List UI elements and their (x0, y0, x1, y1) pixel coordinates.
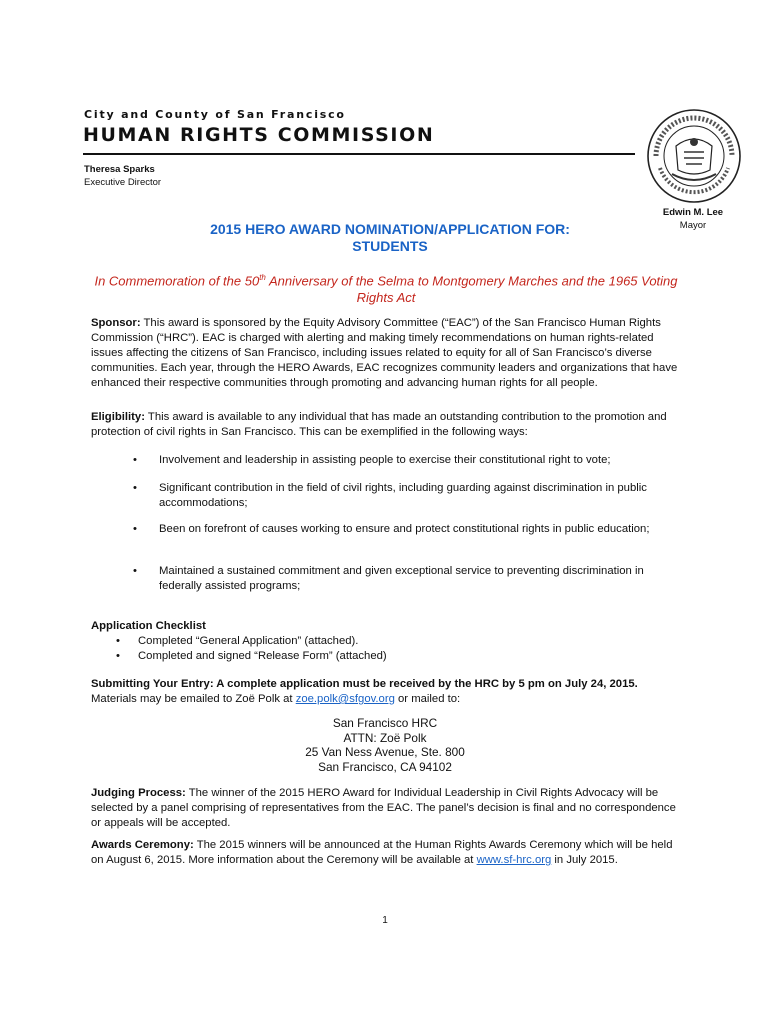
commission-heading: HUMAN RIGHTS COMMISSION (83, 124, 435, 146)
checklist-heading: Application Checklist (91, 620, 206, 632)
eligibility-paragraph (91, 410, 681, 440)
ceremony-text: The 2015 winners will be announced at the Human Rights Awards Ceremony which will be held on August 6, 2015. More information about the Ceremony will be available at (91, 839, 673, 866)
checklist-item-text: Completed and signed “Release Form” (attached) (138, 650, 387, 662)
checklist-item (116, 650, 387, 662)
commemoration-ordinal: th (259, 273, 266, 282)
bullet-icon: • (133, 523, 137, 535)
bullet-icon: • (116, 650, 120, 662)
header-rule (83, 153, 635, 155)
address-line: San Francisco, CA 94102 (318, 759, 452, 774)
list-item-text: Been on forefront of causes working to ensure and protect constitutional rights in public education; (159, 523, 650, 535)
address-line: ATTN: Zoë Polk (343, 730, 427, 745)
director-name: Theresa Sparks (84, 164, 155, 175)
submitting-text-end: or mailed to: (394, 693, 461, 705)
address-line: 25 Van Ness Avenue, Ste. 800 (305, 745, 465, 759)
list-item-text: Maintained a sustained commitment and given exceptional service to preventing discrimination in federally assisted programs; (159, 565, 644, 592)
form-title-line2: STUDENTS (352, 238, 428, 254)
judging-paragraph (91, 786, 681, 831)
list-item-text: Significant contribution in the field of civil rights, including guarding against discrimination in public accommodations; (159, 482, 647, 509)
mayor-title: Mayor (679, 220, 707, 231)
checklist-item (116, 635, 358, 647)
judging-text: The winner of the 2015 HERO Award for Individual Leadership in Civil Rights Advocacy will be selected by a panel comprising of representatives from the EAC. The panel’s decision is final and no correspondence or appeals will be accepted. (91, 787, 676, 829)
bullet-icon: • (116, 635, 120, 647)
page-number: 1 (382, 915, 388, 926)
submitting-label: Submitting Your Entry: A complete application must be received by the HRC by 5 pm on July 24, 2015. (91, 678, 638, 690)
email-link[interactable]: zoe.polk@sfgov.org (295, 693, 395, 705)
commemoration-text-start: In Commemoration of the 50 (94, 273, 260, 289)
website-link[interactable]: www.sf-hrc.org (476, 854, 552, 866)
bullet-icon: • (133, 454, 137, 466)
judging-label: Judging Process: (91, 787, 186, 799)
submitting-text: Materials may be emailed to Zoë Polk at (91, 693, 296, 705)
city-county-heading: City and County of San Francisco (84, 108, 346, 121)
mailing-address (200, 716, 570, 774)
form-title-line1: 2015 HERO AWARD NOMINATION/APPLICATION FOR: (210, 221, 570, 237)
eligibility-label: Eligibility: (91, 411, 145, 423)
sponsor-label: Sponsor: (91, 317, 141, 329)
address-line: San Francisco HRC (332, 716, 438, 730)
list-item-text: Involvement and leadership in assisting people to exercise their constitutional right to vote; (159, 454, 611, 466)
checklist-item-text: Completed “General Application” (attached). (138, 635, 359, 647)
sponsor-paragraph (91, 316, 681, 391)
bullet-icon: • (133, 565, 137, 577)
bullet-icon: • (133, 482, 137, 494)
ceremony-paragraph (91, 838, 681, 868)
commemoration-subtitle (86, 269, 686, 306)
ceremony-text-end: in July 2015. (551, 854, 618, 866)
submitting-paragraph (91, 677, 681, 707)
director-title: Executive Director (84, 177, 162, 188)
form-title (150, 221, 630, 255)
ceremony-label: Awards Ceremony: (91, 839, 194, 851)
mayor-name: Edwin M. Lee (662, 207, 724, 218)
city-seal-icon (646, 108, 742, 204)
sponsor-text: This award is sponsored by the Equity Advisory Committee (“EAC”) of the San Francisco Human Rights Commission (“HRC”). EAC is charged with alerting and making timely recommendations on human rights-related issues affecting the citizens of San Francisco, including issues related to equity for all of San Francisco’s diverse communities. Each year, through the HERO Awards, EAC recognizes community leaders and organizations that have enhanced their respective communities through promoting and advancing human rights for all people. (91, 317, 678, 389)
commemoration-text-end: Anniversary of the Selma to Montgomery Marches and the 1965 Voting Rights Act (265, 273, 678, 306)
eligibility-text: This award is available to any individual that has made an outstanding contribution to the promotion and protection of civil rights in San Francisco. This can be exemplified in the following ways: (91, 411, 667, 438)
